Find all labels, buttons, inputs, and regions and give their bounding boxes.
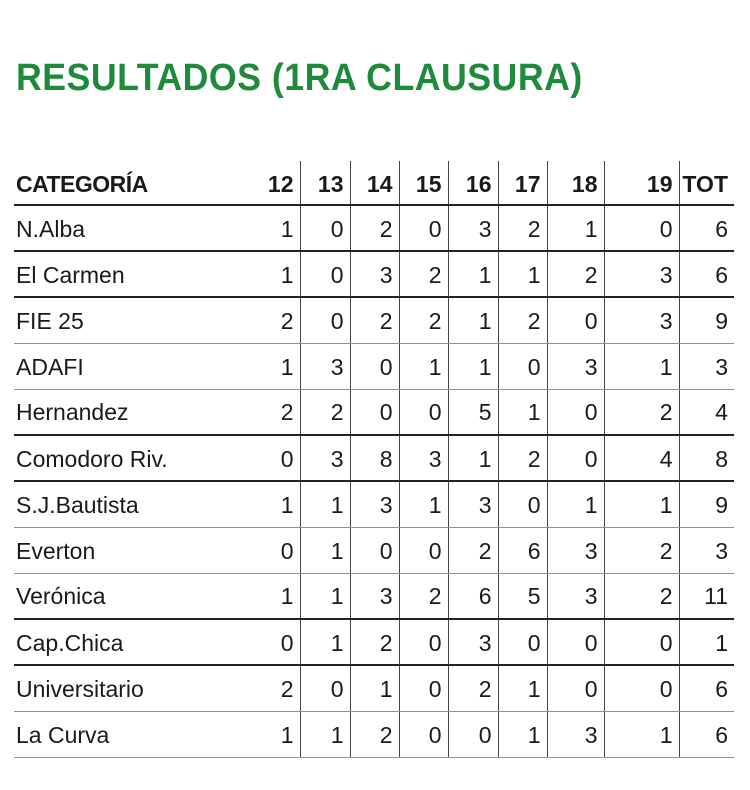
score-14-cell: 2 — [350, 205, 399, 251]
table-row — [14, 527, 734, 573]
column-header-19: 19 — [604, 161, 679, 205]
score-14-cell: 3 — [350, 481, 399, 527]
score-14-cell: 3 — [350, 251, 399, 297]
score-19-cell: 2 — [604, 573, 679, 619]
team-name-cell: Cap.Chica — [14, 619, 244, 665]
score-19-cell: 2 — [604, 389, 679, 435]
score-12-cell: 0 — [244, 619, 300, 665]
team-name-cell: N.Alba — [14, 205, 244, 251]
score-13-cell: 1 — [300, 573, 350, 619]
score-15-cell: 1 — [399, 343, 448, 389]
score-15-cell: 0 — [399, 711, 448, 757]
team-name-cell: El Carmen — [14, 251, 244, 297]
score-15-cell: 0 — [399, 527, 448, 573]
table-row — [14, 205, 734, 251]
column-header-15: 15 — [399, 161, 448, 205]
column-header-13: 13 — [300, 161, 350, 205]
team-name-cell: La Curva — [14, 711, 244, 757]
score-16-cell: 5 — [448, 389, 498, 435]
score-14-cell: 0 — [350, 343, 399, 389]
score-12-cell: 2 — [244, 297, 300, 343]
score-16-cell: 2 — [448, 527, 498, 573]
score-19-cell: 2 — [604, 527, 679, 573]
score-16-cell: 3 — [448, 205, 498, 251]
score-19-cell: 4 — [604, 435, 679, 481]
score-18-cell: 3 — [547, 711, 604, 757]
score-13-cell: 2 — [300, 389, 350, 435]
team-name-cell: Verónica — [14, 573, 244, 619]
column-header-18: 18 — [547, 161, 604, 205]
total-cell: 3 — [679, 527, 734, 573]
score-19-cell: 3 — [604, 251, 679, 297]
table-row — [14, 711, 734, 757]
score-14-cell: 0 — [350, 389, 399, 435]
score-13-cell: 0 — [300, 297, 350, 343]
score-15-cell: 2 — [399, 251, 448, 297]
score-14-cell: 2 — [350, 619, 399, 665]
table-row — [14, 481, 734, 527]
total-cell: 9 — [679, 297, 734, 343]
score-18-cell: 0 — [547, 389, 604, 435]
score-17-cell: 2 — [498, 435, 547, 481]
total-cell: 1 — [679, 619, 734, 665]
team-name-cell: Universitario — [14, 665, 244, 711]
score-17-cell: 6 — [498, 527, 547, 573]
score-19-cell: 0 — [604, 619, 679, 665]
score-18-cell: 2 — [547, 251, 604, 297]
score-17-cell: 2 — [498, 297, 547, 343]
table-row — [14, 573, 734, 619]
score-18-cell: 3 — [547, 527, 604, 573]
table-header-row — [14, 161, 734, 205]
score-15-cell: 1 — [399, 481, 448, 527]
score-12-cell: 1 — [244, 205, 300, 251]
score-17-cell: 0 — [498, 619, 547, 665]
score-16-cell: 1 — [448, 297, 498, 343]
total-cell: 6 — [679, 665, 734, 711]
results-table — [14, 161, 734, 758]
team-name-cell: ADAFI — [14, 343, 244, 389]
score-18-cell: 0 — [547, 619, 604, 665]
score-18-cell: 1 — [547, 205, 604, 251]
score-12-cell: 2 — [244, 665, 300, 711]
score-14-cell: 2 — [350, 711, 399, 757]
total-cell: 4 — [679, 389, 734, 435]
score-18-cell: 0 — [547, 435, 604, 481]
score-19-cell: 3 — [604, 297, 679, 343]
score-12-cell: 1 — [244, 481, 300, 527]
score-18-cell: 3 — [547, 573, 604, 619]
score-17-cell: 1 — [498, 711, 547, 757]
table-row — [14, 619, 734, 665]
score-16-cell: 3 — [448, 481, 498, 527]
table-row — [14, 343, 734, 389]
score-14-cell: 2 — [350, 297, 399, 343]
score-19-cell: 1 — [604, 481, 679, 527]
table-row — [14, 251, 734, 297]
score-13-cell: 1 — [300, 619, 350, 665]
score-18-cell: 3 — [547, 343, 604, 389]
score-16-cell: 2 — [448, 665, 498, 711]
total-cell: 6 — [679, 251, 734, 297]
score-17-cell: 1 — [498, 389, 547, 435]
total-cell: 9 — [679, 481, 734, 527]
score-17-cell: 2 — [498, 205, 547, 251]
column-header-16: 16 — [448, 161, 498, 205]
score-13-cell: 1 — [300, 481, 350, 527]
score-16-cell: 1 — [448, 343, 498, 389]
table-row — [14, 297, 734, 343]
column-header-17: 17 — [498, 161, 547, 205]
score-18-cell: 0 — [547, 297, 604, 343]
table-row — [14, 389, 734, 435]
score-17-cell: 5 — [498, 573, 547, 619]
score-12-cell: 1 — [244, 711, 300, 757]
score-15-cell: 2 — [399, 297, 448, 343]
score-16-cell: 6 — [448, 573, 498, 619]
score-19-cell: 1 — [604, 711, 679, 757]
score-19-cell: 0 — [604, 665, 679, 711]
team-name-cell: Hernandez — [14, 389, 244, 435]
page-title: RESULTADOS (1RA CLAUSURA) — [16, 57, 583, 99]
score-15-cell: 0 — [399, 205, 448, 251]
score-14-cell: 8 — [350, 435, 399, 481]
score-13-cell: 3 — [300, 435, 350, 481]
total-cell: 3 — [679, 343, 734, 389]
score-16-cell: 1 — [448, 435, 498, 481]
score-13-cell: 0 — [300, 205, 350, 251]
team-name-cell: FIE 25 — [14, 297, 244, 343]
table-row — [14, 665, 734, 711]
score-14-cell: 3 — [350, 573, 399, 619]
score-18-cell: 0 — [547, 665, 604, 711]
score-17-cell: 1 — [498, 665, 547, 711]
column-header-tot: TOT — [679, 161, 734, 205]
team-name-cell: S.J.Bautista — [14, 481, 244, 527]
score-13-cell: 3 — [300, 343, 350, 389]
score-17-cell: 0 — [498, 343, 547, 389]
total-cell: 11 — [679, 573, 734, 619]
score-15-cell: 0 — [399, 389, 448, 435]
column-header-14: 14 — [350, 161, 399, 205]
table-row — [14, 435, 734, 481]
score-14-cell: 1 — [350, 665, 399, 711]
column-header-categoria: CATEGORÍA — [14, 161, 244, 205]
score-16-cell: 1 — [448, 251, 498, 297]
team-name-cell: Everton — [14, 527, 244, 573]
results-body — [14, 205, 734, 757]
score-17-cell: 1 — [498, 251, 547, 297]
score-15-cell: 0 — [399, 619, 448, 665]
score-12-cell: 2 — [244, 389, 300, 435]
score-18-cell: 1 — [547, 481, 604, 527]
score-15-cell: 2 — [399, 573, 448, 619]
score-12-cell: 0 — [244, 435, 300, 481]
score-13-cell: 1 — [300, 711, 350, 757]
score-16-cell: 0 — [448, 711, 498, 757]
score-12-cell: 1 — [244, 251, 300, 297]
total-cell: 8 — [679, 435, 734, 481]
total-cell: 6 — [679, 205, 734, 251]
score-14-cell: 0 — [350, 527, 399, 573]
score-12-cell: 1 — [244, 343, 300, 389]
total-cell: 6 — [679, 711, 734, 757]
score-15-cell: 3 — [399, 435, 448, 481]
score-15-cell: 0 — [399, 665, 448, 711]
score-13-cell: 0 — [300, 665, 350, 711]
score-16-cell: 3 — [448, 619, 498, 665]
score-19-cell: 0 — [604, 205, 679, 251]
score-12-cell: 0 — [244, 527, 300, 573]
team-name-cell: Comodoro Riv. — [14, 435, 244, 481]
score-19-cell: 1 — [604, 343, 679, 389]
column-header-12: 12 — [244, 161, 300, 205]
score-17-cell: 0 — [498, 481, 547, 527]
score-12-cell: 1 — [244, 573, 300, 619]
score-13-cell: 1 — [300, 527, 350, 573]
score-13-cell: 0 — [300, 251, 350, 297]
